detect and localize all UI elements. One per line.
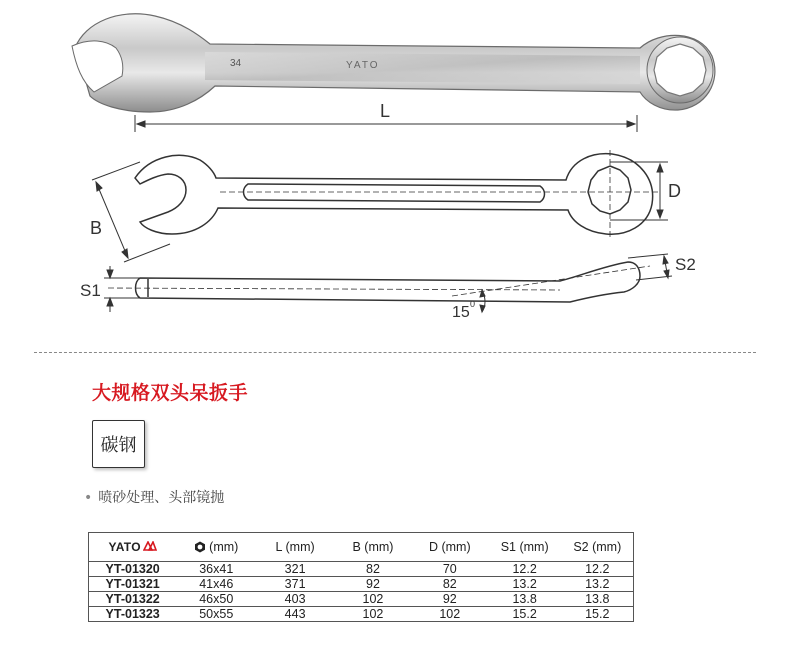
cell-B: 102 xyxy=(334,607,412,622)
cell-B: 92 xyxy=(334,577,412,592)
material-badge xyxy=(92,420,145,468)
material-label: 碳钢 xyxy=(100,435,137,456)
wrench-photo xyxy=(72,14,715,112)
header-S2: S2 (mm) xyxy=(562,533,634,562)
label-L: L xyxy=(380,101,391,121)
cell-D: 82 xyxy=(412,577,488,592)
bullet-icon: • xyxy=(84,490,93,506)
cell-S1: 12.2 xyxy=(488,562,562,577)
angle-value: 15 xyxy=(452,304,470,321)
table-row xyxy=(89,607,634,622)
yato-logo-icon xyxy=(143,541,157,551)
cell-size: 50x55 xyxy=(176,607,256,622)
table-row xyxy=(89,592,634,607)
spec-table xyxy=(88,532,634,622)
section-divider xyxy=(34,352,756,353)
cell-B: 102 xyxy=(334,592,412,607)
label-S1: S1 xyxy=(80,281,101,300)
cell-model: YT-01321 xyxy=(89,577,177,592)
hex-socket-icon xyxy=(194,541,206,553)
center-lines xyxy=(220,150,660,238)
cell-D: 70 xyxy=(412,562,488,577)
table-row xyxy=(89,562,634,577)
angle-unit: 0 xyxy=(470,299,476,309)
cell-S2: 13.2 xyxy=(562,577,634,592)
label-D: D xyxy=(668,181,681,201)
wrench-outline-front xyxy=(135,154,653,235)
cell-S1: 13.2 xyxy=(488,577,562,592)
cell-L: 321 xyxy=(256,562,334,577)
cell-size: 36x41 xyxy=(176,562,256,577)
header-L: L (mm) xyxy=(256,533,334,562)
label-B: B xyxy=(90,218,103,238)
table-row xyxy=(89,577,634,592)
table-header-row xyxy=(89,533,634,562)
cell-D: 102 xyxy=(412,607,488,622)
brand-name: YATO xyxy=(108,540,141,554)
wrench-outline-side xyxy=(136,262,641,302)
cell-model: YT-01323 xyxy=(89,607,177,622)
feature-text: 喷砂处理、头部镜抛 xyxy=(98,490,225,506)
cell-S2: 12.2 xyxy=(562,562,634,577)
feature-item xyxy=(84,487,224,507)
cell-S2: 15.2 xyxy=(562,607,634,622)
cell-size: 41x46 xyxy=(176,577,256,592)
cell-L: 371 xyxy=(256,577,334,592)
cell-B: 82 xyxy=(334,562,412,577)
cell-S2: 13.8 xyxy=(562,592,634,607)
cell-S1: 15.2 xyxy=(488,607,562,622)
header-size-label: (mm) xyxy=(209,540,239,554)
cell-model: YT-01322 xyxy=(89,592,177,607)
dimension-S1 xyxy=(104,266,142,312)
header-size xyxy=(176,533,256,562)
label-S2: S2 xyxy=(675,255,696,274)
cell-L: 443 xyxy=(256,607,334,622)
header-D: D (mm) xyxy=(412,533,488,562)
cell-L: 403 xyxy=(256,592,334,607)
cell-size: 46x50 xyxy=(176,592,256,607)
product-title: 大规格双头呆扳手 xyxy=(92,382,249,404)
header-B: B (mm) xyxy=(334,533,412,562)
header-brand xyxy=(89,533,177,562)
cell-S1: 13.8 xyxy=(488,592,562,607)
engraving-size: 34 xyxy=(230,58,242,69)
side-center-lines xyxy=(108,266,650,296)
cell-D: 92 xyxy=(412,592,488,607)
cell-model: YT-01320 xyxy=(89,562,177,577)
header-S1: S1 (mm) xyxy=(488,533,562,562)
engraving-brand: YATO xyxy=(346,60,380,71)
dimension-S2 xyxy=(628,254,672,280)
